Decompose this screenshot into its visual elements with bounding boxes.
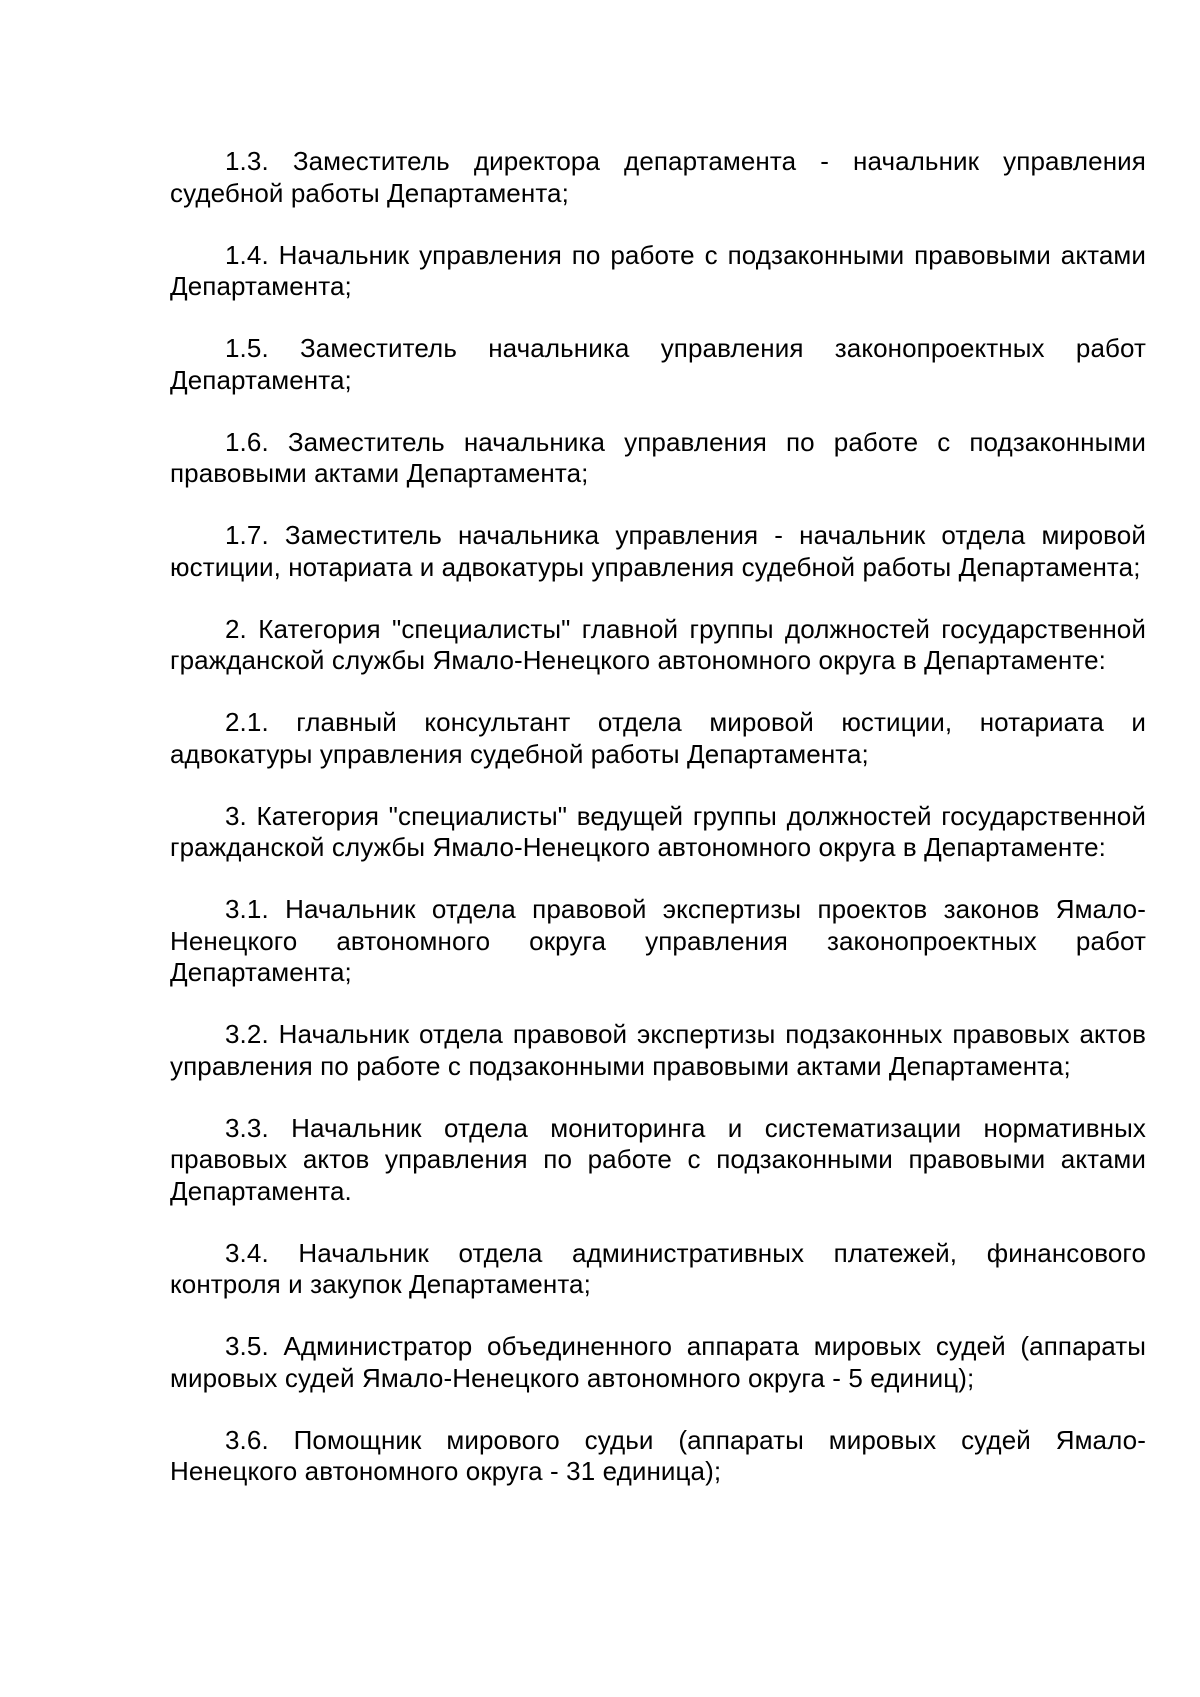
- paragraph-1-3: 1.3. Заместитель директора департамента - начальник управления судебной работы Департамента;: [170, 146, 1146, 208]
- document-body: [170, 146, 1146, 1518]
- paragraph-1-5: 1.5. Заместитель начальника управления законопроектных работ Департамента;: [170, 333, 1146, 395]
- paragraph-3-4: 3.4. Начальник отдела административных платежей, финансового контроля и закупок Департамента;: [170, 1237, 1146, 1299]
- paragraph-2: 2. Категория "специалисты" главной группы должностей государственной гражданской службы Ямало-Ненецкого автономного округа в Департаменте:: [170, 613, 1146, 675]
- paragraph-3-3: 3.3. Начальник отдела мониторинга и систематизации нормативных правовых актов управления по работе с подзаконными правовыми актами Департамента.: [170, 1112, 1146, 1206]
- paragraph-1-4: 1.4. Начальник управления по работе с подзаконными правовыми актами Департамента;: [170, 239, 1146, 301]
- paragraph-1-6: 1.6. Заместитель начальника управления по работе с подзаконными правовыми актами Департамента;: [170, 426, 1146, 488]
- paragraph-3-1: 3.1. Начальник отдела правовой экспертизы проектов законов Ямало-Ненецкого автономного округа управления законопроектных работ Департамента;: [170, 894, 1146, 987]
- paragraph-1-7: 1.7. Заместитель начальника управления - начальник отдела мировой юстиции, нотариата и адвокатуры управления судебной работы Департамента;: [170, 520, 1146, 582]
- paragraph-2-1: 2.1. главный консультант отдела мировой юстиции, нотариата и адвокатуры управления судебной работы Департамента;: [170, 707, 1146, 769]
- paragraph-3-2: 3.2. Начальник отдела правовой экспертизы подзаконных правовых актов управления по работе с подзаконными правовыми актами Департамента;: [170, 1019, 1146, 1081]
- paragraph-3-5: 3.5. Администратор объединенного аппарата мировых судей (аппараты мировых судей Ямало-Ненецкого автономного округа - 5 единиц);: [170, 1331, 1146, 1393]
- paragraph-3-6: 3.6. Помощник мирового судьи (аппараты мировых судей Ямало-Ненецкого автономного округа - 31 единица);: [170, 1424, 1146, 1486]
- paragraph-3: 3. Категория "специалисты" ведущей группы должностей государственной гражданской службы Ямало-Ненецкого автономного округа в Департаменте:: [170, 800, 1146, 862]
